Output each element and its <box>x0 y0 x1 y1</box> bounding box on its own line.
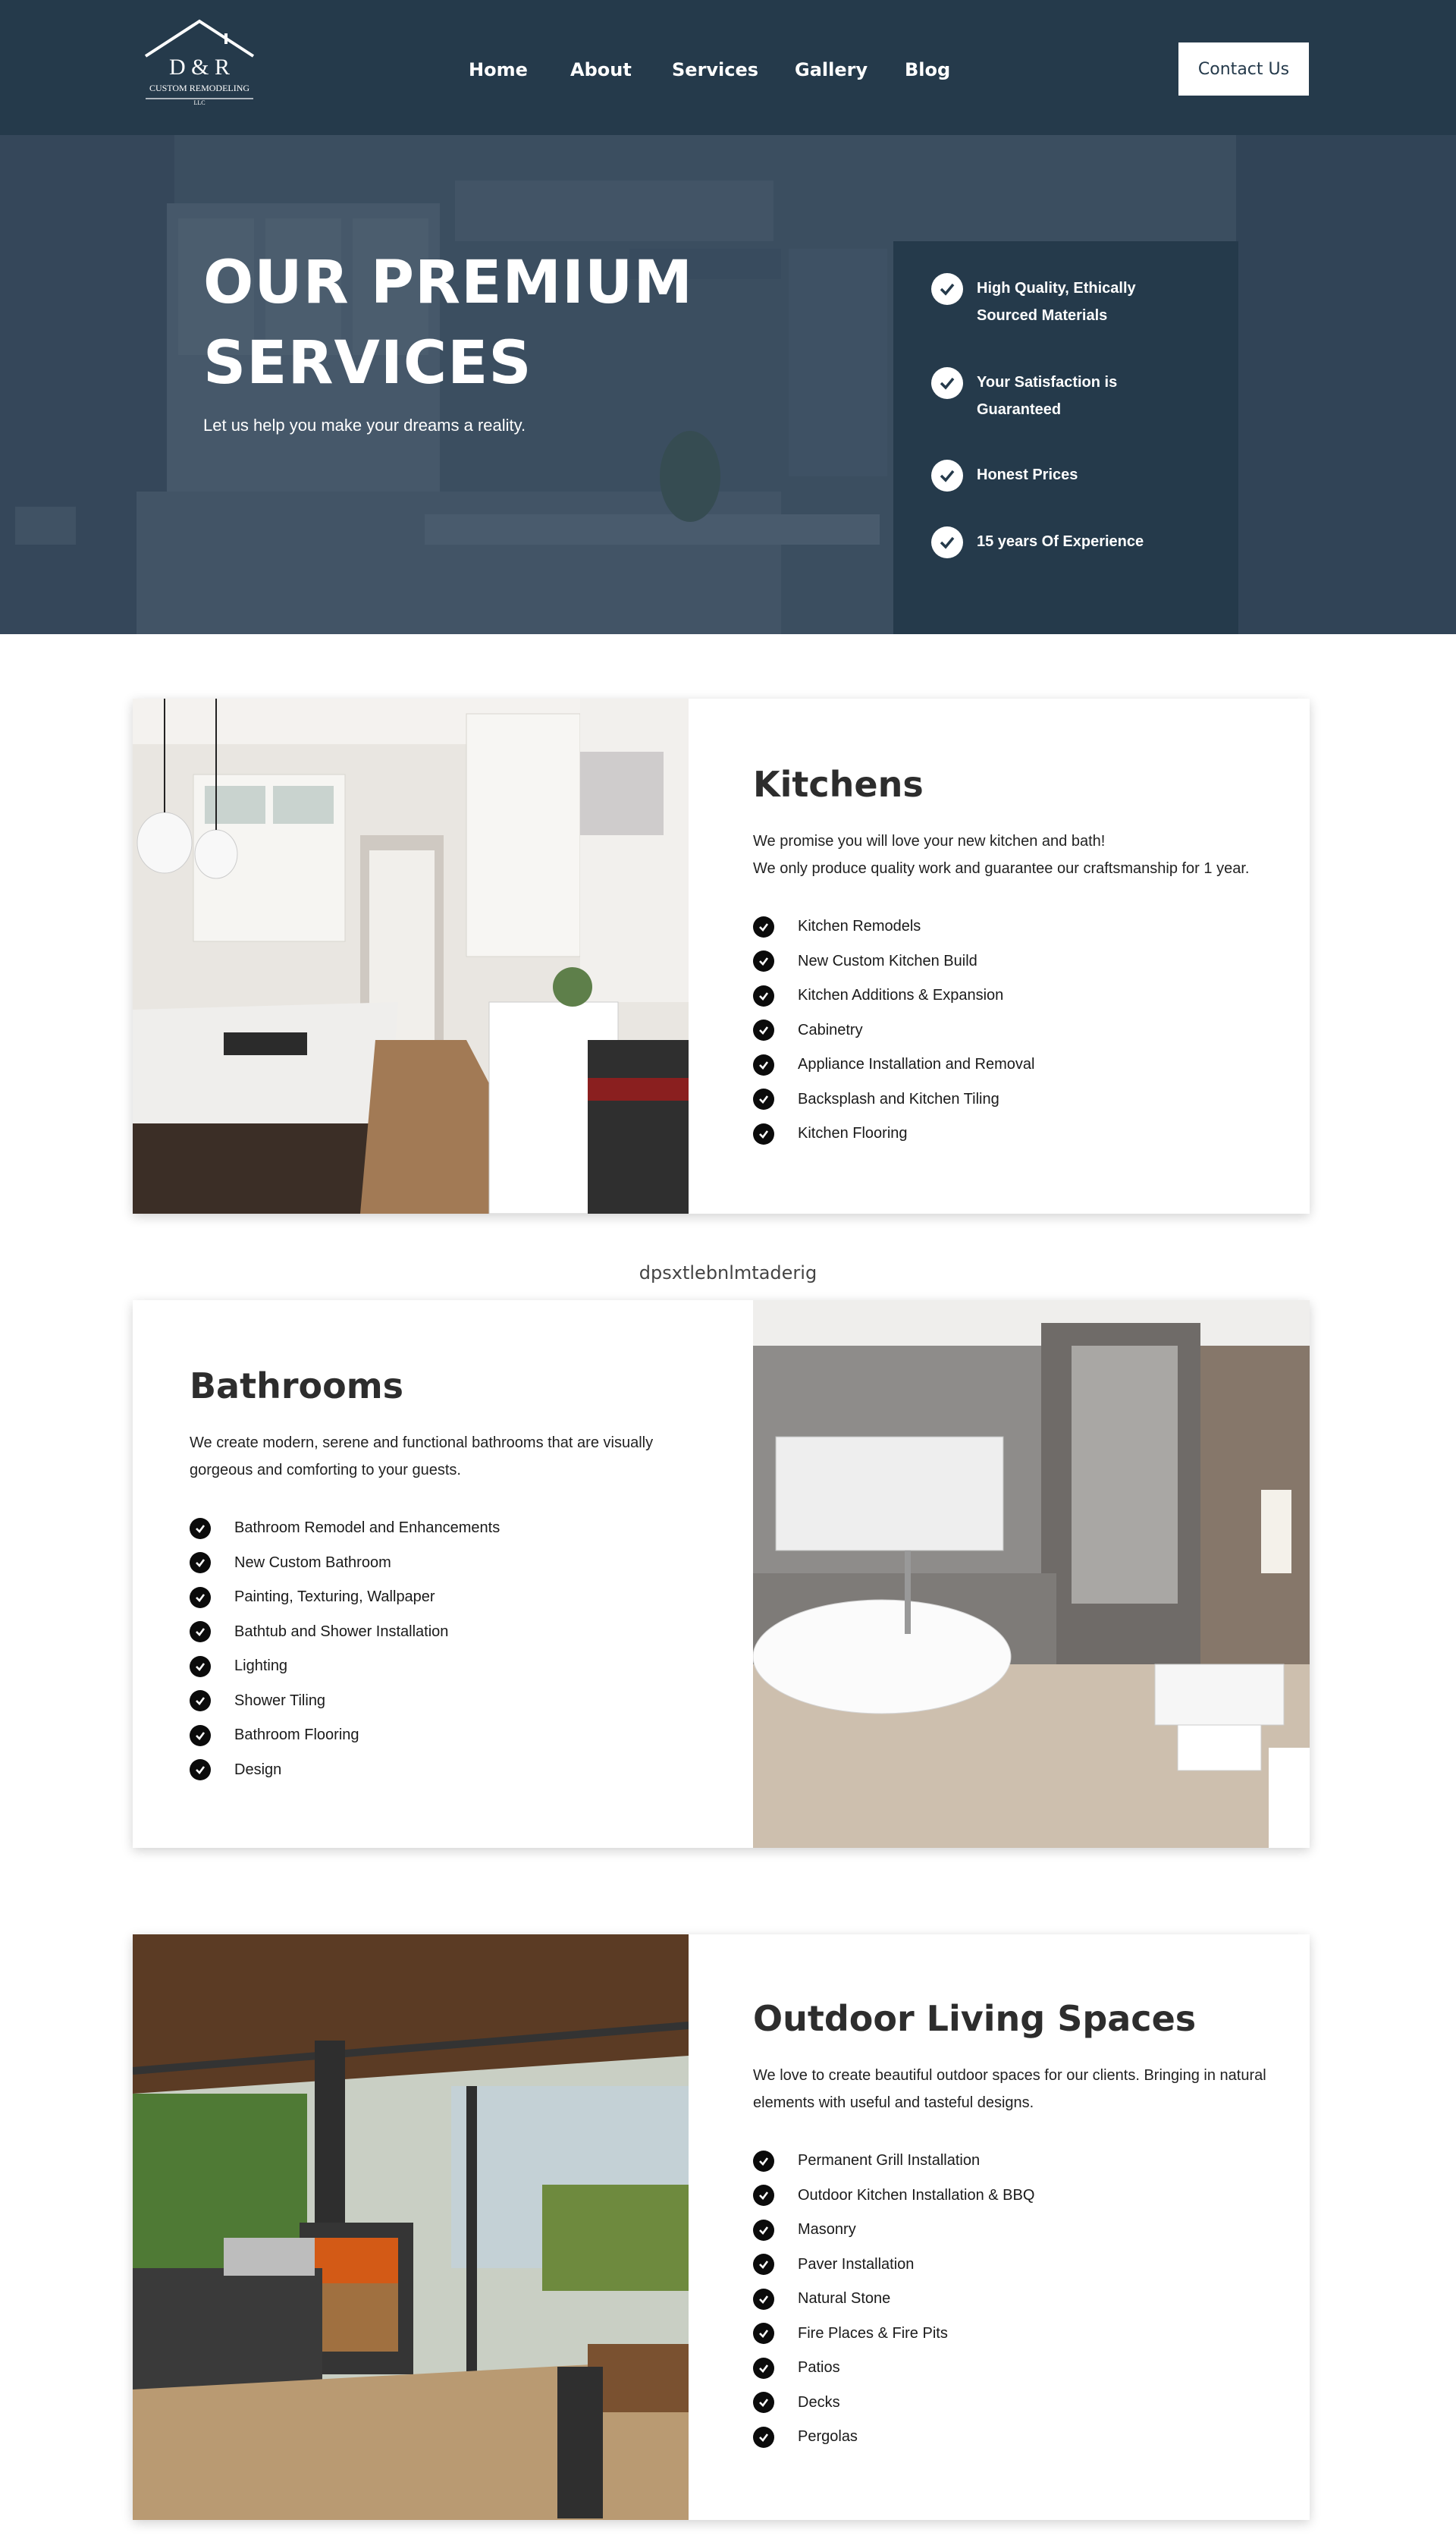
check-icon <box>190 1759 211 1780</box>
service-label: Appliance Installation and Removal <box>798 1056 1035 1073</box>
image-caption: dpsxtlebnlmtaderig <box>639 1262 817 1283</box>
check-circle-icon <box>931 460 963 492</box>
kitchens-desc-line2: We only produce quality work and guarantee our craftsmanship for 1 year. <box>753 860 1250 877</box>
list-item <box>753 1048 1284 1082</box>
service-label: Paver Installation <box>798 2255 915 2273</box>
service-label: Kitchen Additions & Expansion <box>798 987 1004 1004</box>
service-label: Painting, Texturing, Wallpaper <box>234 1588 435 1606</box>
nav-about[interactable]: About <box>570 59 632 80</box>
list-item <box>753 2213 1284 2248</box>
check-icon <box>190 1725 211 1746</box>
check-icon <box>190 1552 211 1573</box>
outdoor-services-list <box>753 2144 1284 2455</box>
check-icon <box>753 1089 774 1110</box>
check-icon <box>190 1518 211 1539</box>
check-icon <box>753 2427 774 2448</box>
service-label: New Custom Kitchen Build <box>798 952 977 969</box>
service-label: Bathtub and Shower Installation <box>234 1623 449 1640</box>
bathroom-image <box>753 1300 1310 1848</box>
logo-graphic <box>136 18 262 108</box>
service-label: Bathroom Remodel and Enhancements <box>234 1519 500 1537</box>
check-icon <box>753 1054 774 1076</box>
check-circle-icon <box>931 526 963 558</box>
check-icon <box>753 950 774 972</box>
hero-section <box>0 135 1456 634</box>
service-label: Decks <box>798 2393 840 2411</box>
check-icon <box>753 2220 774 2241</box>
outdoor-title: Outdoor Living Spaces <box>753 1998 1197 2039</box>
feature-text: 15 years Of Experience <box>977 533 1144 550</box>
list-item <box>753 944 1284 979</box>
features-panel <box>893 241 1238 634</box>
check-circle-icon <box>931 273 963 305</box>
kitchens-card <box>133 699 1310 1214</box>
check-icon <box>190 1690 211 1711</box>
service-label: Lighting <box>234 1657 288 1675</box>
check-icon <box>753 2185 774 2206</box>
check-icon <box>753 1123 774 1145</box>
check-icon <box>753 1020 774 1041</box>
nav-services[interactable]: Services <box>672 59 759 80</box>
check-icon <box>753 2392 774 2413</box>
bathrooms-title: Bathrooms <box>190 1365 404 1406</box>
logo-tagline: CUSTOM REMODELING <box>149 83 250 93</box>
logo-initials: D & R <box>168 55 231 80</box>
nav-blog[interactable]: Blog <box>905 59 951 80</box>
feature-item <box>931 367 1174 423</box>
kitchens-description <box>753 828 1284 882</box>
service-label: Bathroom Flooring <box>234 1727 359 1744</box>
list-item <box>753 2351 1284 2386</box>
list-item <box>753 1082 1284 1117</box>
check-icon <box>753 2323 774 2344</box>
check-icon <box>753 985 774 1007</box>
check-circle-icon <box>931 367 963 399</box>
list-item <box>753 2386 1284 2421</box>
service-label: Shower Tiling <box>234 1692 326 1709</box>
outdoor-card <box>133 1934 1310 2520</box>
contact-us-button[interactable]: Contact Us <box>1178 42 1309 96</box>
service-label: Masonry <box>798 2221 856 2239</box>
bathrooms-content <box>190 1365 675 1787</box>
site-header <box>0 0 1456 135</box>
check-icon <box>753 916 774 938</box>
list-item <box>753 2282 1284 2317</box>
list-item <box>753 2144 1284 2179</box>
list-item <box>190 1684 675 1719</box>
list-item <box>190 1753 675 1788</box>
kitchens-title: Kitchens <box>753 764 924 805</box>
list-item <box>190 1718 675 1753</box>
check-icon <box>753 2358 774 2379</box>
service-label: Backsplash and Kitchen Tiling <box>798 1090 999 1108</box>
service-label: Fire Places & Fire Pits <box>798 2324 948 2342</box>
feature-text: Your Satisfaction is Guaranteed <box>977 374 1118 418</box>
list-item <box>753 2317 1284 2352</box>
nav-gallery[interactable]: Gallery <box>795 59 868 80</box>
check-icon <box>190 1656 211 1677</box>
service-label: Pergolas <box>798 2428 858 2446</box>
list-item <box>753 910 1284 944</box>
kitchens-content <box>753 764 1284 1152</box>
check-icon <box>753 2151 774 2172</box>
logo-llc: LLC <box>193 99 206 106</box>
list-item <box>190 1511 675 1546</box>
feature-text: High Quality, Ethically Sourced Materials <box>977 280 1136 324</box>
list-item <box>753 2179 1284 2214</box>
list-item <box>753 2420 1284 2455</box>
feature-item <box>931 273 1174 329</box>
check-icon <box>753 2254 774 2275</box>
check-icon <box>753 2289 774 2310</box>
service-label: New Custom Bathroom <box>234 1554 391 1571</box>
bathrooms-services-list <box>190 1511 675 1787</box>
outdoor-content <box>753 1998 1284 2455</box>
service-label: Natural Stone <box>798 2290 891 2308</box>
hero-title: OUR PREMIUM SERVICES <box>203 249 693 397</box>
hero-subtitle: Let us help you make your dreams a reality. <box>203 416 526 435</box>
feature-text: Honest Prices <box>977 467 1078 483</box>
company-logo[interactable] <box>136 18 262 108</box>
kitchens-services-list <box>753 910 1284 1152</box>
list-item <box>753 1013 1284 1048</box>
check-icon <box>190 1621 211 1642</box>
list-item <box>190 1649 675 1684</box>
list-item <box>190 1580 675 1615</box>
kitchens-desc-line1: We promise you will love your new kitchen and bath! <box>753 833 1106 850</box>
service-label: Permanent Grill Installation <box>798 2152 981 2170</box>
service-label: Patios <box>798 2359 840 2377</box>
list-item <box>190 1546 675 1581</box>
service-label: Cabinetry <box>798 1021 863 1038</box>
outdoor-description: We love to create beautiful outdoor spaces for our clients. Bringing in natural elements with useful and tasteful designs. <box>753 2067 1266 2111</box>
kitchen-image <box>133 699 689 1214</box>
service-label: Design <box>234 1761 282 1778</box>
service-label: Kitchen Remodels <box>798 918 921 935</box>
outdoor-image <box>133 1934 689 2520</box>
service-label: Kitchen Flooring <box>798 1125 908 1142</box>
service-label: Outdoor Kitchen Installation & BBQ <box>798 2186 1035 2204</box>
bathrooms-card <box>133 1300 1310 1848</box>
check-icon <box>190 1587 211 1608</box>
bathrooms-description: We create modern, serene and functional bathrooms that are visually gorgeous and comforting to your guests. <box>190 1434 654 1478</box>
feature-item <box>931 460 1174 492</box>
nav-home[interactable]: Home <box>469 59 528 80</box>
list-item <box>753 1117 1284 1152</box>
feature-item <box>931 526 1174 558</box>
list-item <box>753 2248 1284 2283</box>
list-item <box>190 1615 675 1650</box>
list-item <box>753 979 1284 1013</box>
